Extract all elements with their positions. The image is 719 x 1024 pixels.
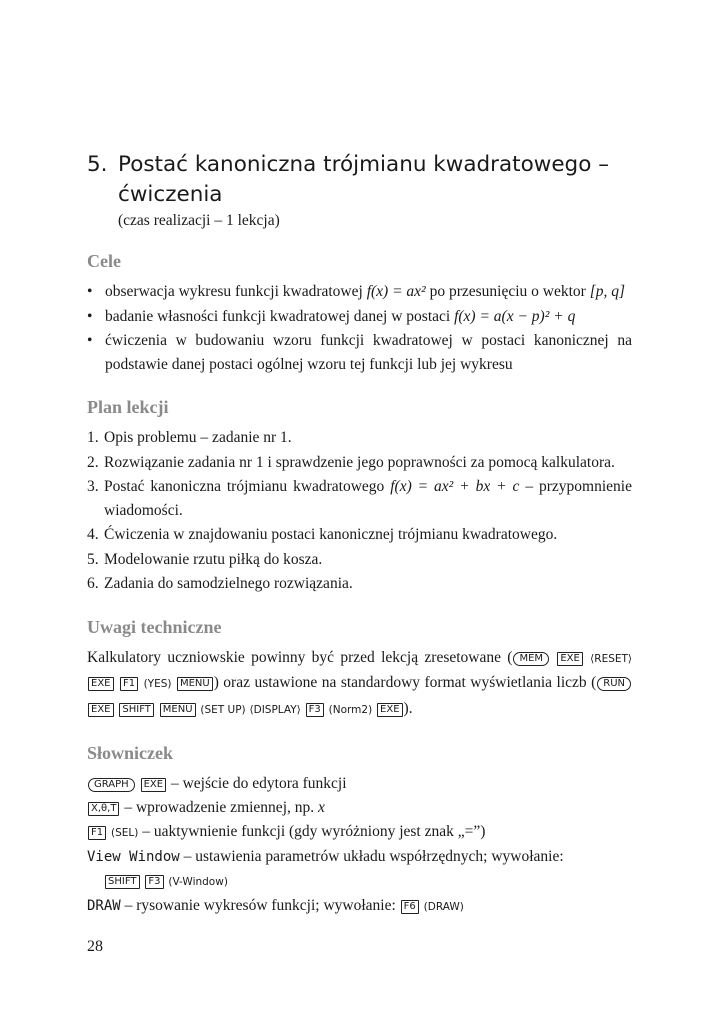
heading-uwagi: Uwagi techniczne <box>87 616 222 637</box>
uwagi-paragraph: Kalkulatory uczniowskie powinny być przed lekcją zresetowane ( MEM EXE ⟨RESET⟩ EXE F1 (YES) MENU ) oraz ustawione na standardowy format wyświetlania liczb ( RUN EXE SHIFT MENU (SET UP) ⟨DISPLAY⟩ F3 (Norm2) EXE ). <box>87 648 633 717</box>
page-content <box>87 150 632 919</box>
glossary-draw: DRAW – rysowanie wykresów funkcji; wywołanie: F6 (DRAW) <box>87 897 464 914</box>
glossary-graph: GRAPH EXE – wejście do edytora funkcji <box>87 772 632 796</box>
chapter-number: 5. <box>87 152 108 177</box>
list-item: • obserwacja wykresu funkcji kwadratowej f(x) = ax² po przesunięciu o wektor [p, q] <box>87 283 626 300</box>
key-exe: EXE <box>377 703 403 717</box>
key-mem: MEM <box>513 652 549 666</box>
key-menu: MENU <box>177 677 213 691</box>
chapter-title <box>87 150 632 210</box>
key-exe: EXE <box>88 677 114 691</box>
key-run: RUN <box>597 677 631 691</box>
key-exe: EXE <box>88 703 114 717</box>
list-item: • badanie własności funkcji kwadratowej danej w postaci f(x) = a(x − p)² + q <box>87 307 576 325</box>
list-item: 2. Rozwiązanie zadania nr 1 i sprawdzenie jego poprawności za pomocą kalkulatora. <box>87 453 615 471</box>
key-f3: F3 <box>306 703 324 717</box>
glossary-var: X,θ,T – wprowadzenie zmiennej, np. x <box>87 796 632 820</box>
list-item: 1. Opis problemu – zadanie nr 1. <box>87 429 292 446</box>
chapter-title-text: Postać kanoniczna trójmianu kwadratowego – ćwiczenia <box>118 152 609 207</box>
glossary-sel: F1 (SEL) – uaktywnienie funkcji (gdy wyróżniony jest znak „=”) <box>87 820 632 845</box>
heading-slowniczek: Słowniczek <box>87 743 174 763</box>
list-item: 3. Postać kanoniczna trójmianu kwadratowego f(x) = ax² + bx + c – przypomnienie wiadomości. <box>87 478 632 519</box>
glossary-view-window: View Window – ustawienia parametrów układu współrzędnych; wywołanie: SHIFT F3 (V-Window) <box>87 848 564 888</box>
list-item: • ćwiczenia w budowaniu wzoru funkcji kwadratowej w postaci kanonicznej na podstawie danej postaci ogólnej wzoru tej funkcji lub jej wykresu <box>87 332 632 373</box>
key-shift: SHIFT <box>119 703 154 717</box>
heading-cele: Cele <box>87 251 121 271</box>
list-item: 4. Ćwiczenia w znajdowaniu postaci kanonicznej trójmianu kwadratowego. <box>87 526 558 543</box>
list-item: 5. Modelowanie rzutu piłką do kosza. <box>87 550 323 568</box>
list-item: 6. Zadania do samodzielnego rozwiązania. <box>87 575 353 592</box>
heading-plan: Plan lekcji <box>87 397 169 417</box>
page-number: 28 <box>87 938 103 955</box>
key-f1: F1 <box>120 677 138 691</box>
plan-list <box>87 426 632 596</box>
chapter-subtitle: (czas realizacji – 1 lekcja) <box>118 212 280 229</box>
key-exe: EXE <box>557 652 583 666</box>
key-menu: MENU <box>160 703 196 717</box>
cele-list <box>87 280 632 376</box>
